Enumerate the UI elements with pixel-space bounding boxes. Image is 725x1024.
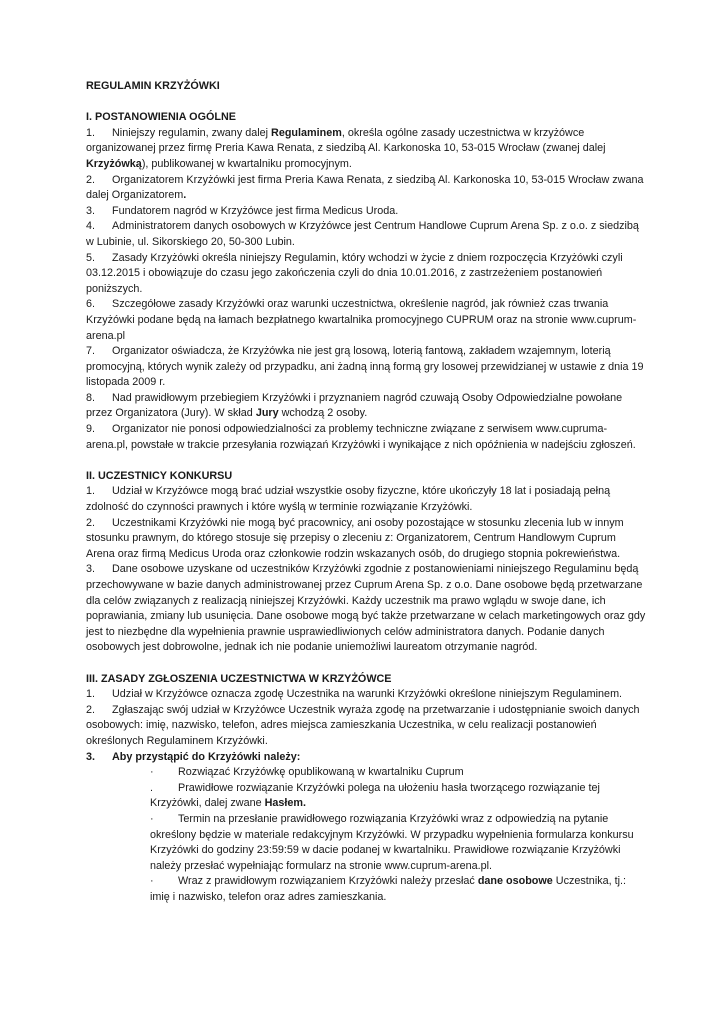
section-heading: III. ZASADY ZGŁOSZENIA UCZESTNICTWA W KRZYŻÓWCE [86,672,392,685]
provision-item: 3. Aby przystąpić do Krzyżówki należy: [86,750,301,763]
provision-item: 9. Organizator nie ponosi odpowiedzialności za problemy techniczne związane z serwisem www.cupruma-arena.pl, powstałe w trakcie przesyłania rozwiązań Krzyżówki i wynikające z nich opóźnienia w nadejściu zgłoszeń. [86,423,636,451]
document-title: REGULAMIN KRZYŻÓWKI [86,80,220,92]
provision-item: 2. Uczestnikami Krzyżówki nie mogą być pracownicy, ani osoby pozostające w stosunku zlecenia lub w innym stosunku prawnym, do którego stosuje się przepisy o zleceniu z: Organizatorem, Centrum Handlowym Cuprum Arena oraz firmą Medicus Uroda oraz członkowie rodzin wskazanych osób, do drugiego stopnia pokrewieństwa. [86,516,624,560]
provision-item: 1. Udział w Krzyżówce mogą brać udział wszystkie osoby fizyczne, które ukończyły 18 lat i posiadają pełną zdolność do czynności prawnych i które wyślą w terminie rozwiązanie Krzyżówki. [86,485,611,514]
provision-item: 2. Organizatorem Krzyżówki jest firma Preria Kawa Renata, z siedzibą Al. Karkonoska 10, 53-015 Wrocław zwana dalej Organizatorem. [86,173,644,202]
bullet-icon: · [150,875,154,888]
bullet-item: · Termin na przesłanie prawidłowego rozwiązania Krzyżówki wraz z odpowiedzią na pytanie określony będzie w materiale redakcyjnym Krzyżówki. W przypadku wypełnienia formularza konkursu Krzyżówki do godziny 23:59:59 w dacie podanej w kwartalniku. Prawidłowe rozwiązanie Krzyżówki należy przesłać wypełniając formularz na stronie www.cuprum-arena.pl. [150,812,634,872]
provision-item: 3. Dane osobowe uzyskane od uczestników Krzyżówki zgodnie z postanowieniami niniejszego Regulaminu będą przechowywane w bazie danych administrowanej przez Cuprum Arena Sp. z o.o. Dane osobowe będą przetwarzane dla celów związanych z realizacją niniejszej Krzyżówki. Każdy uczestnik ma prawo wglądu w swoje dane, ich poprawiania, zmiany lub usunięcia. Dane osobowe mogą być także przetwarzane w celach marketingowych oraz gdy jest to niezbędne dla wypełnienia prawnie usprawiedliwionych celów administratora danych. Podanie danych osobowych jest dobrowolne, jednak ich nie podanie uniemożliwi laureatom otrzymanie nagród. [86,563,646,654]
provision-item: 3. Fundatorem nagród w Krzyżówce jest firma Medicus Uroda. [86,204,399,217]
section-heading: II. UCZESTNICY KONKURSU [86,469,233,482]
section-participants [86,469,646,656]
provision-item: 1. Udział w Krzyżówce oznacza zgodę Uczestnika na warunki Krzyżówki określone niniejszym Regulaminem. [86,688,623,701]
bullet-icon: · [150,766,154,779]
provision-item: 8. Nad prawidłowym przebiegiem Krzyżówki i przyznaniem nagród czuwają Osoby Odpowiedzialne powołane przez Organizatora (Jury). W skład Jury wchodzą 2 osoby. [86,391,623,420]
bullet-icon: · [150,812,154,825]
provision-item: 5. Zasady Krzyżówki określa niniejszy Regulamin, który wchodzi w życie z dniem rozpoczęcia Krzyżówki czyli 03.12.2015 i obowiązuje do czasu jego zakończenia czyli do dnia 10.01.2016, z zastrzeżeniem postanowień poniższych. [86,251,623,295]
provision-item: 7. Organizator oświadcza, że Krzyżówka nie jest grą losową, loterią fantową, zakładem wzajemnym, loterią promocyjną, których wynik zależy od przypadku, ani żadną inną formą gry losowej przewidzianej w ustawie z dnia 19 listopada 2009 r. [86,345,644,389]
provision-item: 6. Szczegółowe zasady Krzyżówki oraz warunki uczestnictwa, określenie nagród, jak również czas trwania Krzyżówki podane będą na łamach bezpłatnego kwartalnika promocyjnego CUPRUM oraz na stronie www.cuprum-arena.pl [86,298,637,342]
document-page [86,79,646,921]
provision-item: 4. Administratorem danych osobowych w Krzyżówce jest Centrum Handlowe Cuprum Arena Sp. z o.o. z siedzibą w Lubinie, ul. Sikorskiego 20, 50-300 Lubin. [86,220,639,248]
bullet-item: · Rozwiązać Krzyżówkę opublikowaną w kwartalniku Cuprum [86,765,646,781]
provision-item: 2. Zgłaszając swój udział w Krzyżówce Uczestnik wyraża zgodę na przetwarzanie i udostępnianie swoich danych osobowych: imię, nazwisko, telefon, adres miejsca zamieszkania Uczestnika, w celu realizacji postanowień określonych Regulaminem Krzyżówki. [86,703,640,747]
provision-item: 1. Niniejszy regulamin, zwany dalej Regulaminem, określa ogólne zasady uczestnictwa w krzyżówce organizowanej przez firmę Preria Kawa Renata, z siedzibą Al. Karkonoska 10, 53-015 Wrocław (zwanej dalej Krzyżówką), publikowanej w kwartalniku promocyjnym. [86,126,606,170]
bullet-icon: . [150,781,153,794]
section-entry-rules [86,672,646,906]
section-general-provisions [86,110,646,453]
section-heading: I. POSTANOWIENIA OGÓLNE [86,111,236,124]
bullet-item: · Wraz z prawidłowym rozwiązaniem Krzyżówki należy przesłać dane osobowe Uczestnika, tj.: imię i nazwisko, telefon oraz adres zamieszkania. [150,875,627,903]
bullet-item: . Prawidłowe rozwiązanie Krzyżówki polega na ułożeniu hasła tworzącego rozwiązanie tej Krzyżówki, dalej zwane Hasłem. [150,781,600,810]
